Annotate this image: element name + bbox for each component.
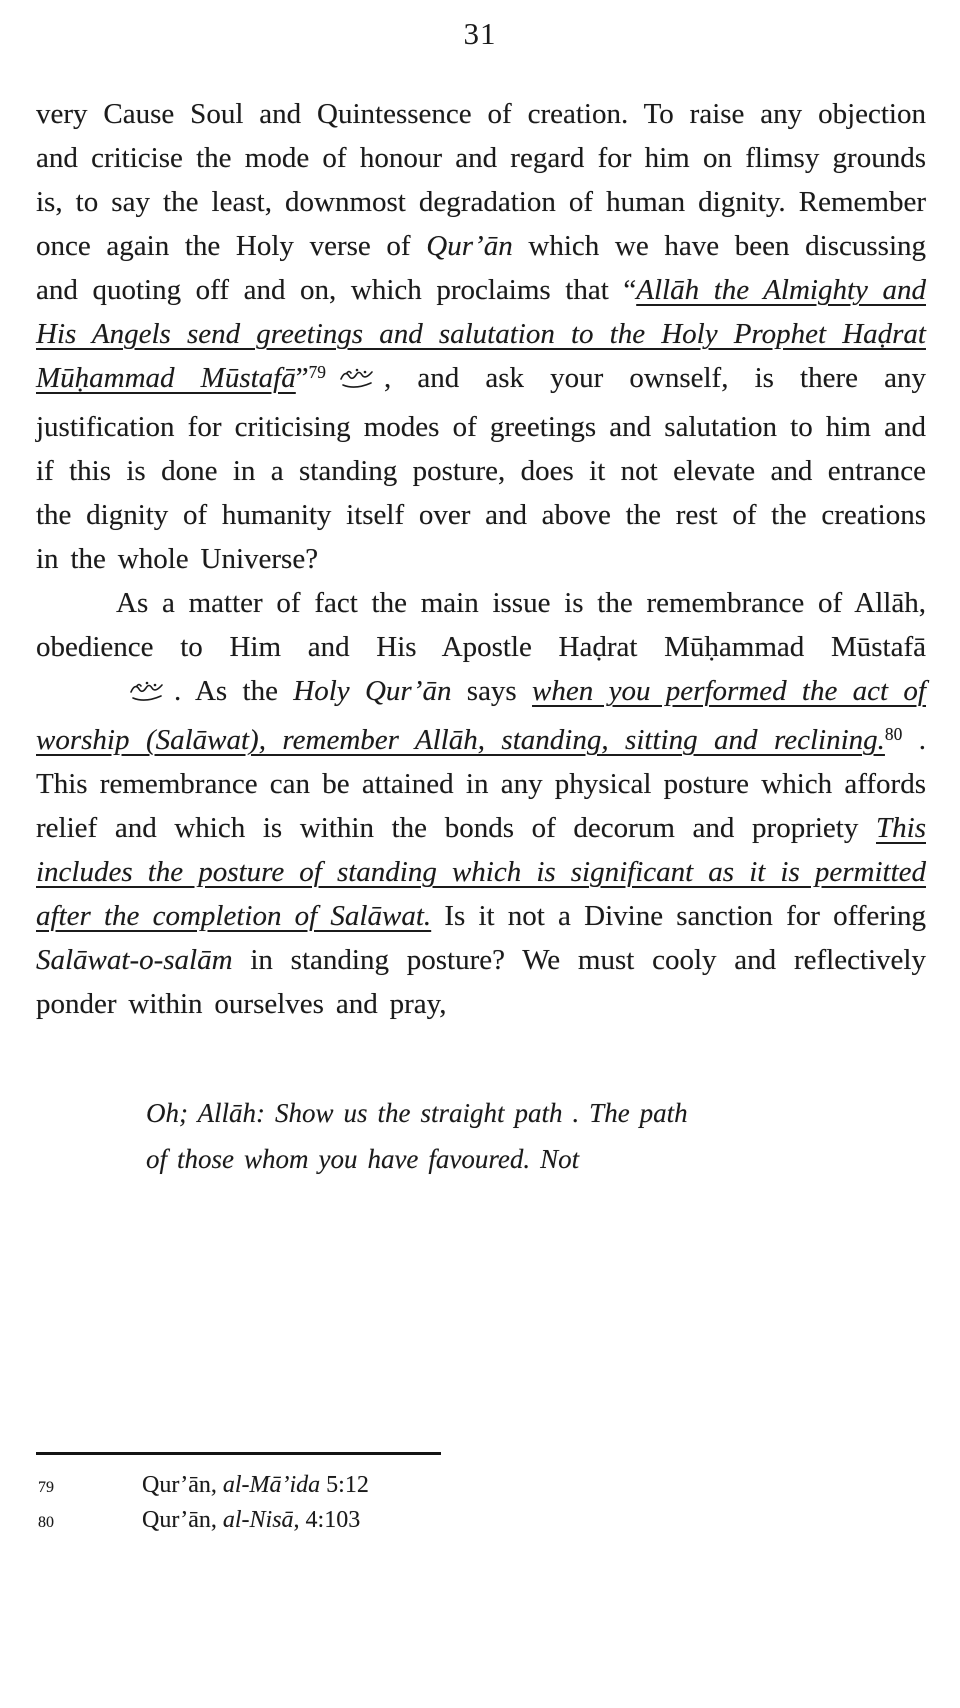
footnotes-section <box>36 1452 926 1539</box>
text-run: ” <box>295 362 309 394</box>
footnote-marker: 79 <box>38 1479 54 1496</box>
text-run: Holy Qur’ān <box>293 675 452 707</box>
text-run: very Cause Soul and Quintessence of creation. To raise any objection and criticise the mode of honour and regard for him on flimsy grounds is, to say the least, downmost degradation of human dignity. Remember once again the Holy verse of <box>36 98 926 262</box>
text-run: Qur’ān, <box>142 1472 223 1498</box>
text-run: 5:12 <box>320 1472 369 1498</box>
text-run: , and ask your ownself, is there any justification for criticising modes of greetings and salutation to him and if this is done in a standing posture, does it not elevate and entrance the dignity of humanity itself over and above the rest of the creations in the whole Universe? <box>36 362 926 575</box>
text-run: This includes the posture of standing which is significant as it is permitted after the completion of Salāwat. <box>36 812 926 932</box>
text-run: . This remembrance can be attained in any physical posture which affords relief and which is within the bonds of decorum and propriety <box>36 724 927 844</box>
footnote-text <box>142 1504 926 1537</box>
footnote-reference: 80 <box>884 724 903 744</box>
text-run: Oh; Allāh: Show us the straight path . The path of those whom you have favoured. Not <box>146 1098 688 1174</box>
pbuh-calligraphy-icon <box>338 361 376 405</box>
paragraph <box>36 92 926 581</box>
text-run: which we have been discussing and quoting off and on, which proclaims that “ <box>36 230 927 306</box>
text-run: when you performed the act of worship (Salāwat), remember Allāh, standing, sitting and reclining. <box>36 675 926 756</box>
text-run: Salāwat-o-salām <box>36 944 233 976</box>
text-run: says <box>451 675 533 707</box>
paragraph <box>36 581 926 1026</box>
page-number: 31 <box>463 16 497 51</box>
prayer-quote <box>146 1090 712 1182</box>
body-text <box>36 92 926 1182</box>
footnote <box>36 1504 926 1539</box>
text-run: al-Mā’ida <box>222 1472 321 1498</box>
text-run: As a matter of fact the main issue is the remembrance of Allāh, obedience to Him and His Apostle Haḍrat Mūḥammad Mūstafā <box>36 587 926 663</box>
text-run: . As the <box>174 675 294 707</box>
text-run: Qur’ān <box>426 230 513 262</box>
footnote-marker: 80 <box>38 1514 54 1531</box>
text-run: Allāh the Almighty and His Angels send greetings and salutation to the Holy Prophet Haḍrat Mūḥammad Mūstafā <box>36 274 926 394</box>
text-run: Is it not a Divine sanction for offering <box>431 900 926 932</box>
text-run: al-Nisā <box>222 1507 294 1533</box>
footnote-text <box>142 1469 926 1502</box>
footnote-divider <box>36 1452 441 1455</box>
text-run: in standing posture? We must cooly and reflectively ponder within ourselves and pray, <box>36 944 926 1020</box>
text-run: Qur’ān, <box>142 1507 223 1533</box>
pbuh-calligraphy-icon <box>48 674 166 718</box>
footnote-reference: 79 <box>308 362 326 382</box>
text-run: , 4:103 <box>293 1507 361 1533</box>
footnote <box>36 1469 926 1504</box>
